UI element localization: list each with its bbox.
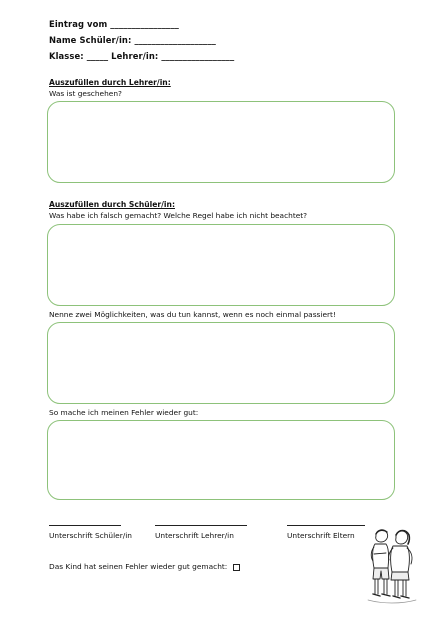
- teacher-signature-label: Unterschrift Lehrer/in: [155, 531, 234, 540]
- entry-date-line[interactable]: Eintrag vom ________________: [49, 19, 179, 29]
- children-illustration: [362, 524, 422, 608]
- what-went-wrong-answer-box[interactable]: [47, 224, 395, 306]
- student-signature-label: Unterschrift Schüler/in: [49, 531, 132, 540]
- two-options-answer-box[interactable]: [47, 322, 395, 404]
- made-good-statement: [49, 562, 240, 571]
- student-section-heading: Auszufüllen durch Schüler/in:: [49, 200, 175, 209]
- teacher-signature-line[interactable]: [155, 525, 247, 526]
- class-teacher-line[interactable]: Klasse: _____ Lehrer/in: _________________: [49, 51, 235, 61]
- what-happened-answer-box[interactable]: [47, 101, 395, 183]
- what-happened-question: Was ist geschehen?: [49, 89, 122, 98]
- student-name-line[interactable]: Name Schüler/in: ___________________: [49, 35, 216, 45]
- make-good-answer-box[interactable]: [47, 420, 395, 500]
- parents-signature-line[interactable]: [287, 525, 365, 526]
- make-good-question: So mache ich meinen Fehler wieder gut:: [49, 408, 199, 417]
- two-options-question: Nenne zwei Möglichkeiten, was du tun kannst, wenn es noch einmal passiert!: [49, 310, 336, 319]
- parents-signature-label: Unterschrift Eltern: [287, 531, 355, 540]
- made-good-checkbox[interactable]: [233, 564, 240, 571]
- made-good-label: Das Kind hat seinen Fehler wieder gut gemacht:: [49, 562, 228, 571]
- student-signature-line[interactable]: [49, 525, 121, 526]
- what-went-wrong-question: Was habe ich falsch gemacht? Welche Regel habe ich nicht beachtet?: [49, 211, 308, 220]
- teacher-section-heading: Auszufüllen durch Lehrer/in:: [49, 78, 171, 87]
